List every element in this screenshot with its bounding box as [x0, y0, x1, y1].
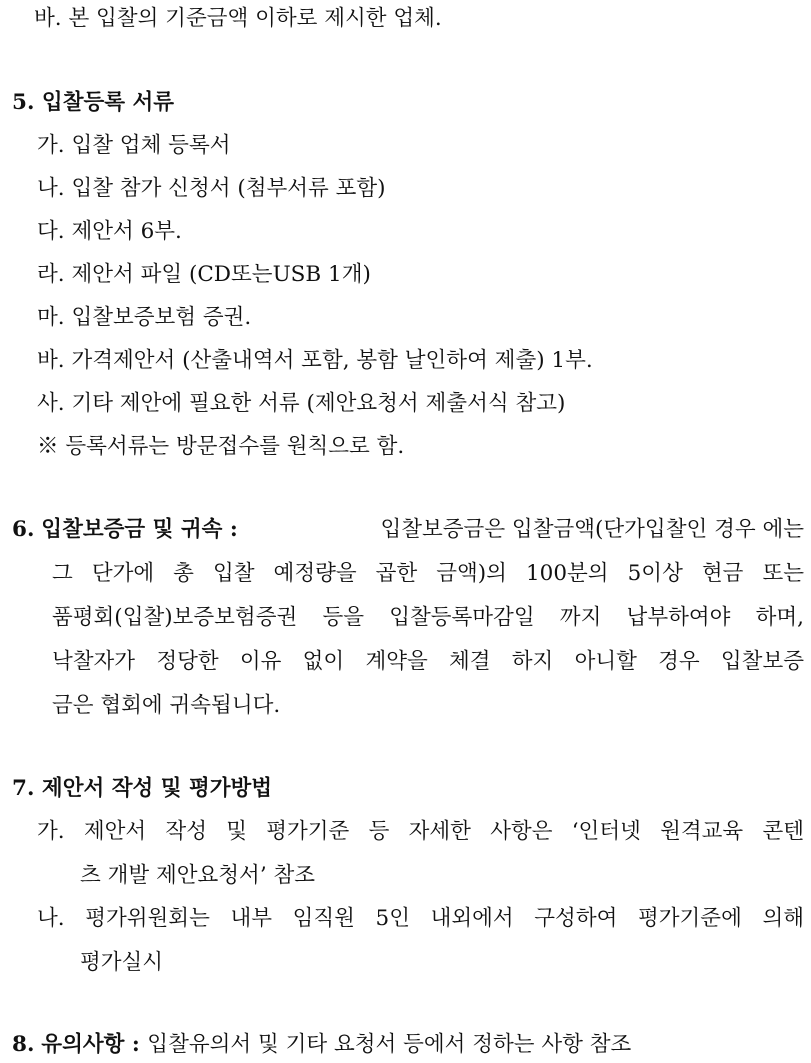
section-7-item-a: 가. 제안서 작성 및 평가기준 등 자세한 사항은 ‘인터넷 원격교육 콘텐 — [37, 819, 804, 844]
section-5-item: 가. 입찰 업체 등록서 — [37, 133, 231, 158]
section-6-separator: : — [222, 517, 238, 542]
section-8-text: 입찰유의서 및 기타 요청서 등에서 정하는 사항 참조 — [147, 1032, 632, 1057]
section-6-number: 6. — [12, 517, 35, 542]
section-8-line — [12, 1030, 631, 1060]
section-8-title: 유의사항 — [41, 1032, 125, 1057]
section-5-note: ※ 등록서류는 방문접수를 원칙으로 함. — [37, 434, 405, 459]
section-5-item: 라. 제안서 파일 (CD또는USB 1개) — [37, 262, 371, 287]
section-5-item: 바. 가격제안서 (산출내역서 포함, 봉함 날인하여 제출) 1부. — [37, 348, 593, 373]
section-6-line: 낙찰자가 정당한 이유 없이 계약을 체결 하지 아니할 경우 입찰보증 — [52, 649, 804, 674]
section-5-item: 사. 기타 제안에 필요한 서류 (제안요청서 제출서식 참고) — [37, 391, 566, 416]
section-5-item: 나. 입찰 참가 신청서 (첨부서류 포함) — [37, 176, 386, 201]
section-7-item-a-cont: 츠 개발 제안요청서’ 참조 — [80, 863, 316, 888]
section-6-first-line — [12, 515, 804, 545]
section-6-line: 금은 협회에 귀속됩니다. — [52, 693, 281, 718]
section-5-heading: 5. 입찰등록 서류 — [12, 90, 175, 115]
section-6-line: 그 단가에 총 입찰 예정량을 곱한 금액)의 100분의 5이상 현금 또는 — [52, 561, 804, 586]
section-5-item: 다. 제안서 6부. — [37, 219, 182, 244]
section-8-separator: : — [124, 1032, 148, 1057]
section-6-line: 입찰보증금은 입찰금액(단가입찰인 경우 에는 — [380, 517, 804, 542]
section-6-line: 품평회(입찰)보증보험증권 등을 입찰등록마감일 까지 납부하여야 하며, — [52, 605, 804, 630]
section-7-item-b-cont: 평가실시 — [80, 950, 164, 975]
item-text: 바. 본 입찰의 기준금액 이하로 제시한 업체. — [34, 6, 442, 31]
section-6-title: 입찰보증금 및 귀속 — [41, 517, 223, 542]
section-7-heading: 7. 제안서 작성 및 평가방법 — [12, 776, 273, 801]
section-8-number: 8. — [12, 1032, 35, 1057]
section-6-title-group — [12, 515, 238, 545]
section-5-item: 마. 입찰보증보험 증권. — [37, 305, 252, 330]
section-7-item-b: 나. 평가위원회는 내부 임직원 5인 내외에서 구성하여 평가기준에 의해 — [37, 906, 804, 931]
